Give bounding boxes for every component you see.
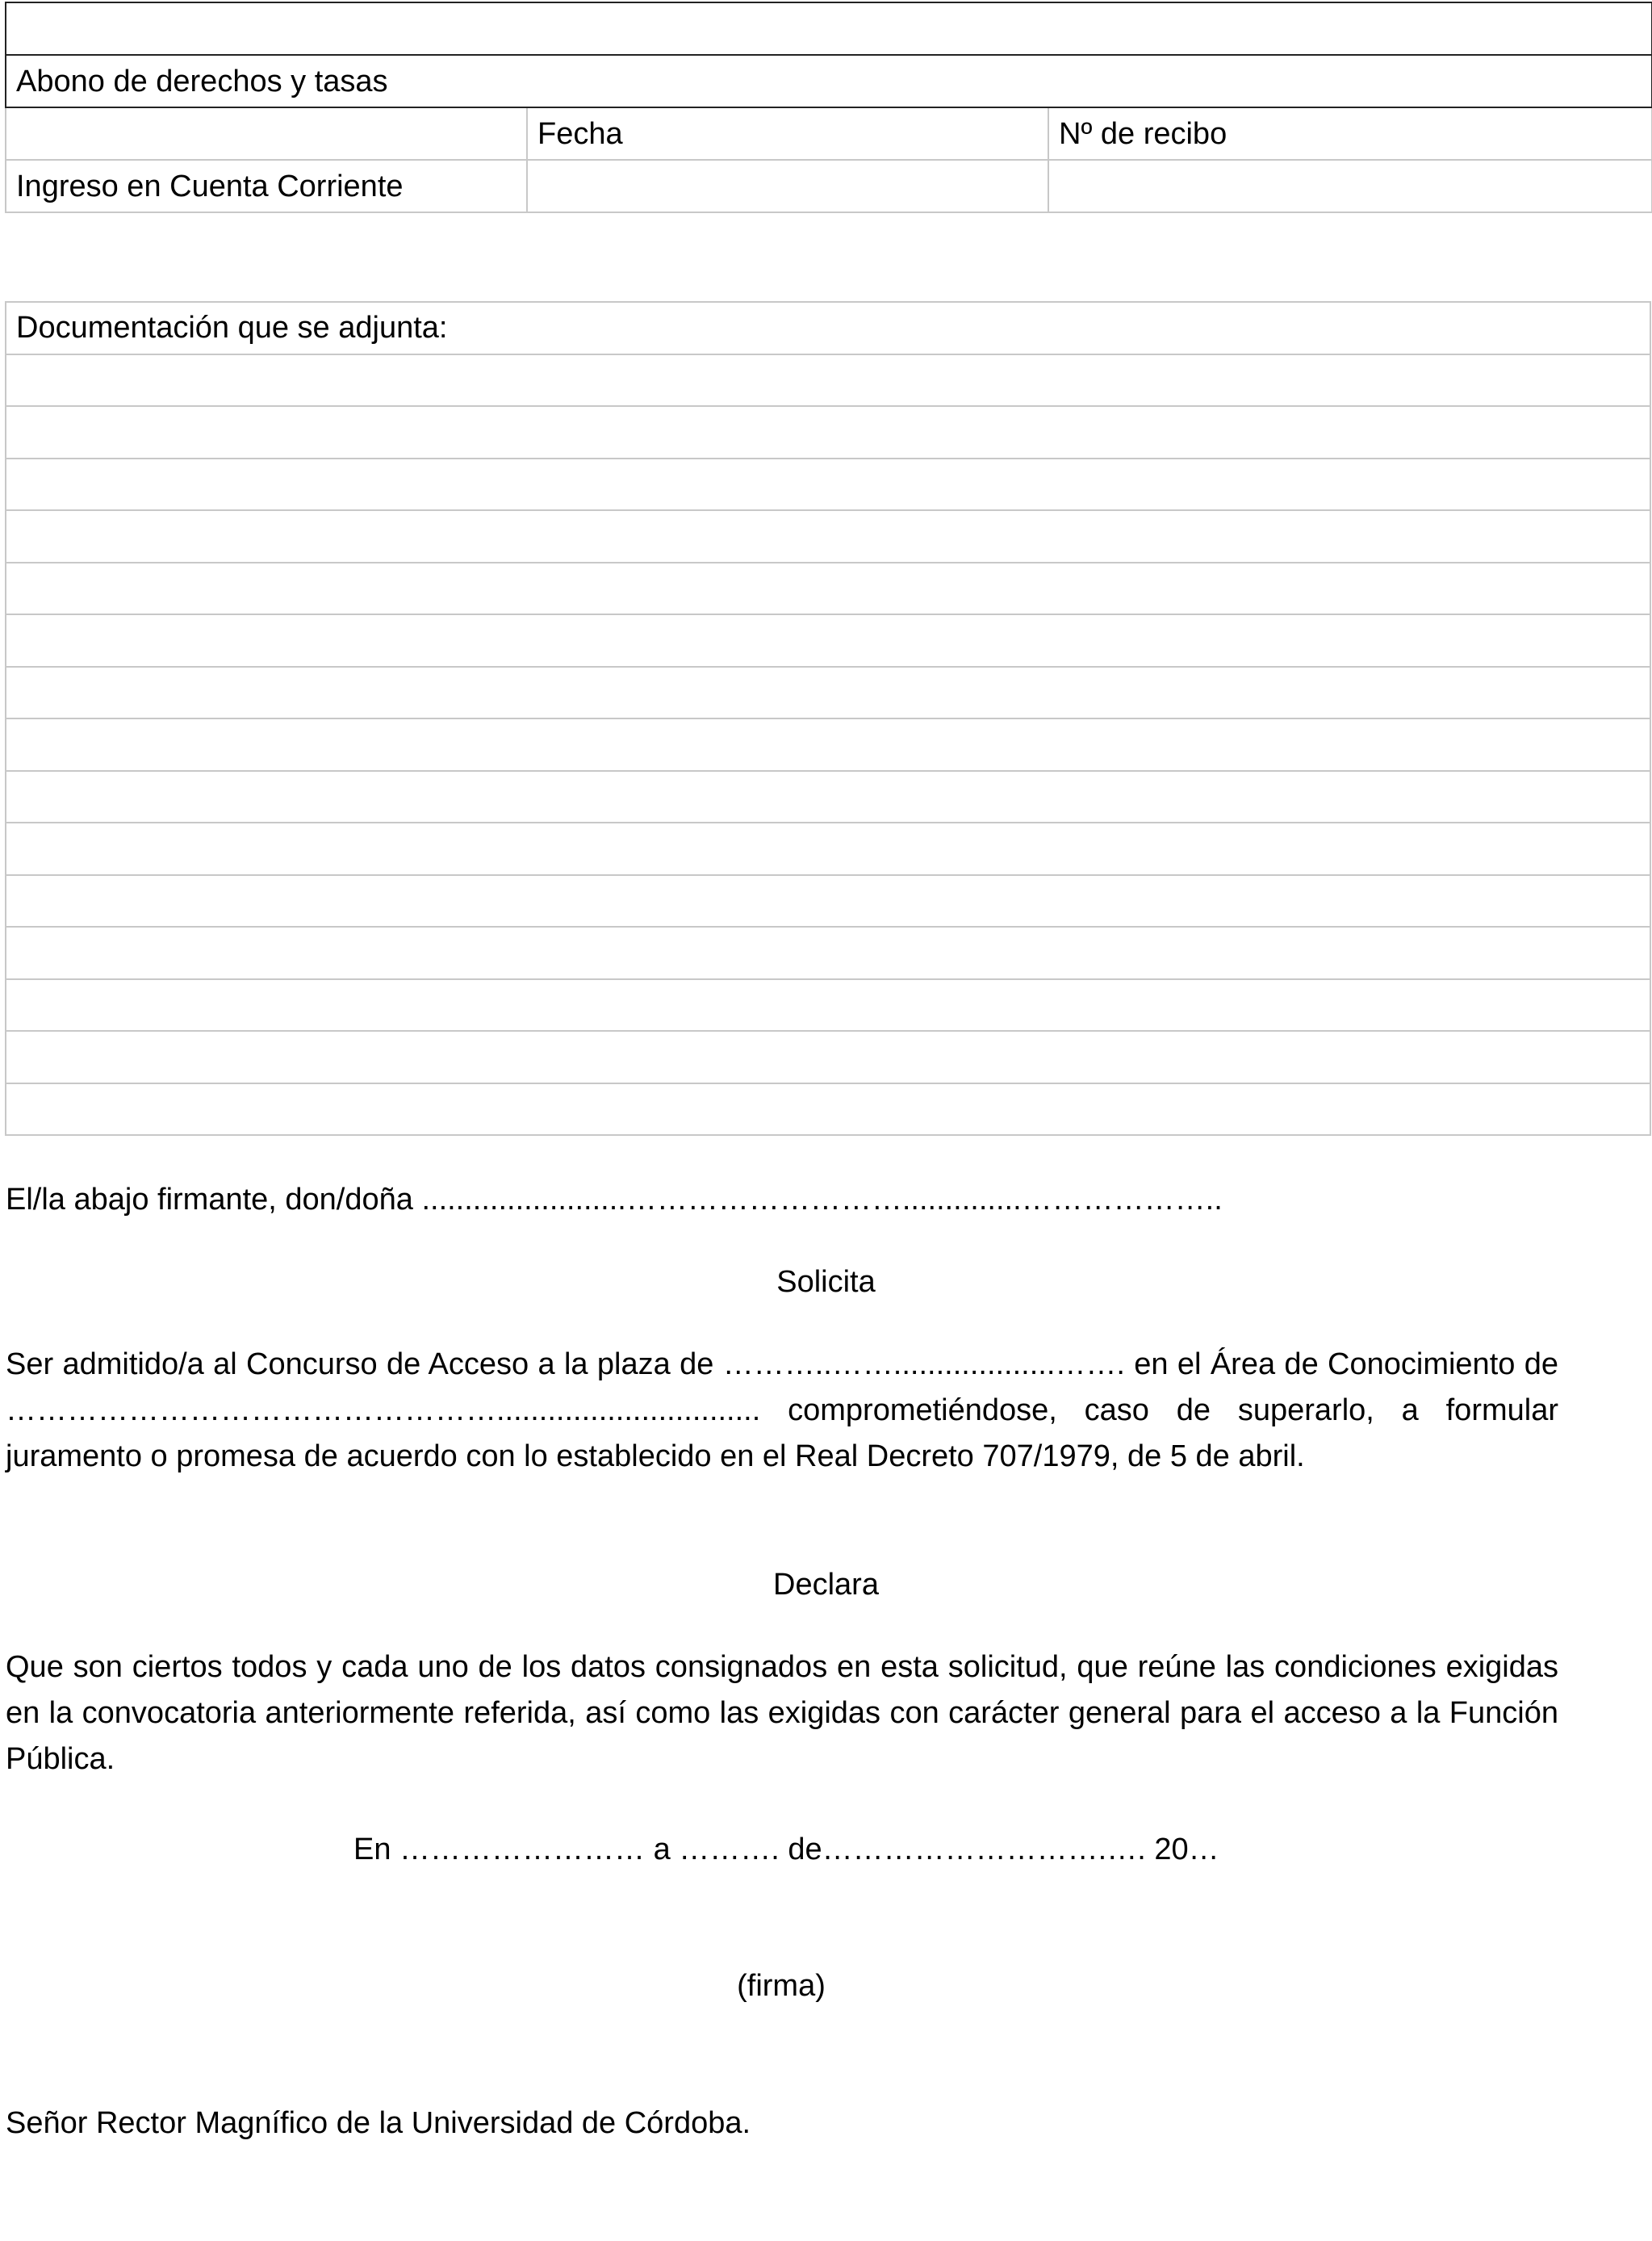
fecha-header: Fecha bbox=[527, 107, 1048, 160]
documentation-row[interactable] bbox=[6, 459, 1650, 511]
ingreso-label: Ingreso en Cuenta Corriente bbox=[6, 160, 527, 212]
documentation-row[interactable] bbox=[6, 563, 1650, 615]
documentation-row[interactable] bbox=[6, 667, 1650, 719]
recibo-header: Nº de recibo bbox=[1048, 107, 1652, 160]
payment-title: Abono de derechos y tasas bbox=[6, 55, 1652, 107]
solicita-paragraph: Ser admitido/a al Concurso de Acceso a la plaza de ………..……...................……. en el Área de Conocimiento de …………………………………………............................... comprometiéndose, caso de superarlo, a formular juramento o promesa de acuerdo con lo establecido en el Real Decreto 707/1979, de 5 de abril. bbox=[6, 1347, 1558, 1473]
addressee: Señor Rector Magnífico de la Universidad de Córdoba. bbox=[6, 2106, 751, 2140]
payment-table bbox=[5, 2, 1652, 213]
documentation-header: Documentación que se adjunta: bbox=[6, 302, 1650, 354]
documentation-row[interactable] bbox=[6, 354, 1650, 407]
documentation-row[interactable] bbox=[6, 406, 1650, 459]
documentation-row[interactable] bbox=[6, 979, 1650, 1032]
recibo-field[interactable] bbox=[1048, 160, 1652, 212]
documentation-row[interactable] bbox=[6, 718, 1650, 771]
documentation-row[interactable] bbox=[6, 875, 1650, 928]
date-line: En …………………… a ………. de……………………….…. 20… bbox=[353, 1833, 1219, 1866]
documentation-row[interactable] bbox=[6, 510, 1650, 563]
solicita-heading: Solicita bbox=[776, 1265, 876, 1299]
documentation-row[interactable] bbox=[6, 1083, 1650, 1136]
documentation-table bbox=[5, 301, 1651, 1136]
signer-line: El/la abajo firmante, don/doña ........................………………………..............……………….. bbox=[6, 1183, 1223, 1217]
fecha-field[interactable] bbox=[527, 160, 1048, 212]
signature-label: (firma) bbox=[737, 1969, 826, 2003]
documentation-row[interactable] bbox=[6, 771, 1650, 823]
declara-heading: Declara bbox=[773, 1568, 879, 1602]
payment-blank-header bbox=[6, 2, 1652, 55]
documentation-row[interactable] bbox=[6, 614, 1650, 667]
declara-paragraph: Que son ciertos todos y cada uno de los datos consignados en esta solicitud, que reúne las condiciones exigidas en la convocatoria anteriormente referida, así como las exigidas con carácter general para el acceso a la Función Pública. bbox=[6, 1650, 1558, 1776]
documentation-row[interactable] bbox=[6, 927, 1650, 979]
payment-corner-cell bbox=[6, 107, 527, 160]
documentation-row[interactable] bbox=[6, 823, 1650, 875]
documentation-row[interactable] bbox=[6, 1031, 1650, 1083]
